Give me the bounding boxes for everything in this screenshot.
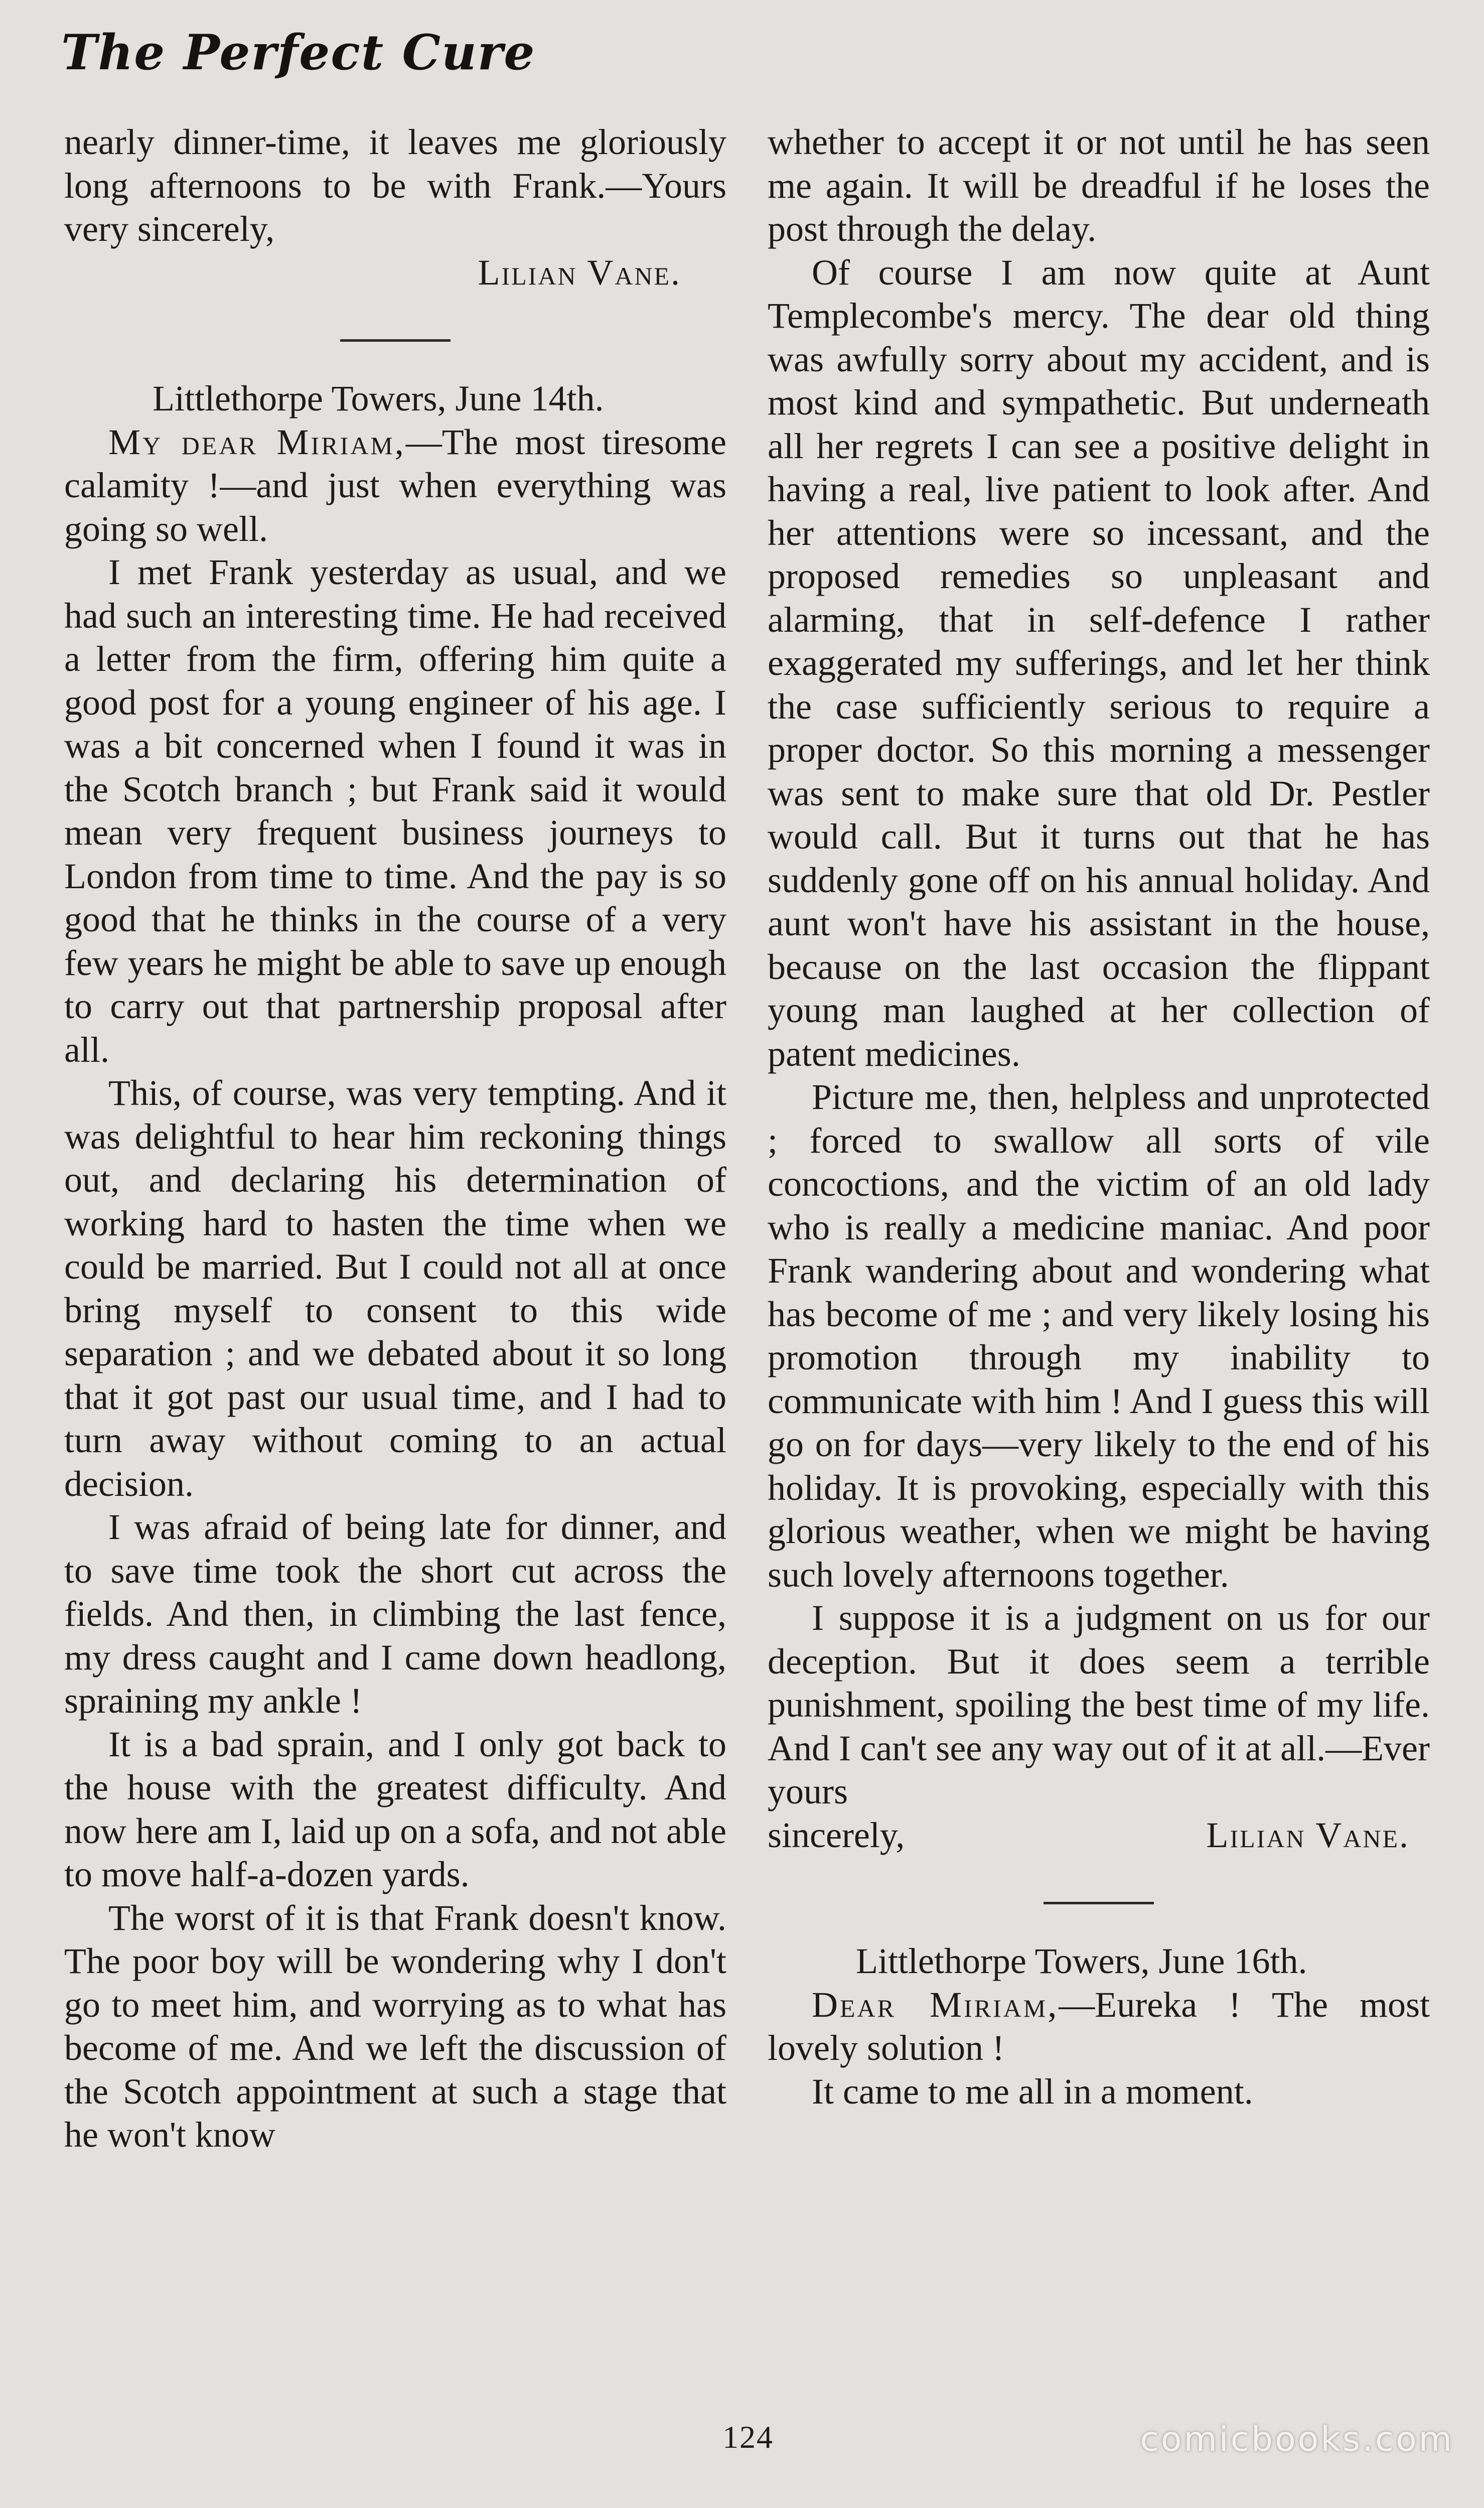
paragraph: It came to me all in a moment. — [812, 2071, 1253, 2112]
page-number: 124 — [722, 2419, 774, 2455]
signature: Lilian Vane. — [478, 252, 681, 293]
salutation-text: —The most tiresome calamity !—and just when everything was going so well. — [64, 422, 726, 549]
paragraph: It is a bad sprain, and I only got back to the house with the greatest difficulty. And now here am I, laid up on a sofa, and not able to move half-a-dozen yards. — [64, 1724, 726, 1894]
paragraph: I met Frank yesterday as usual, and we had such an interesting time. He had received a letter from the firm, offering him quite a good post for a young engineer of his age. I was a bit concerned when I found it was in the Scotch branch ; but Frank said it would mean very frequent business journeys to London from time to time. And the pay is so good that he thinks in the course of a very few years he might be able to save up enough to carry out that partnership proposal after all. — [64, 552, 726, 1070]
paragraph: The worst of it is that Frank doesn't know. The poor boy will be wondering why I don't go to meet him, and worrying as to what has become of me. And we left the discussion of the Scotch appointment at such a stage that he won't know — [64, 1897, 726, 2155]
left-column — [64, 120, 726, 2157]
closing-word: sincerely, — [768, 1815, 905, 1855]
paragraph: Of course I am now quite at Aunt Templecombe's mercy. The dear old thing was awfully sorry about my accident, and is most kind and sympathetic. But underneath all her regrets I can see a positive delight in having a real, live patient to look after. And her attentions were so incessant, and the proposed remedies so unpleasant and alarming, that in self-defence I rather exaggerated my sufferings, and let her think the case sufficiently serious to require a proper doctor. So this morning a messenger was sent to make sure that old Dr. Pestler would call. But it turns out that he has suddenly gone off on his annual holiday. And aunt won't have his assistant in the house, because on the last occasion the flippant young man laughed at her collection of patent medicines. — [768, 252, 1430, 1074]
paragraph: Picture me, then, helpless and unprotected ; forced to swallow all sorts of vile concoctions, and the victim of an old lady who is really a medicine maniac. And poor Frank wandering about and wondering what has become of me ; and very likely losing his promotion through my inability to communicate with him ! And I guess this will go on for days—very likely to the end of his holiday. It is provoking, especially with this glorious weather, when we might be having such lovely afternoons together. — [768, 1077, 1430, 1595]
paragraph: I was afraid of being late for dinner, and to save time took the short cut across the fields. And then, in climbing the last fence, my dress caught and I came down headlong, spraining my ankle ! — [64, 1507, 726, 1721]
salutation — [64, 421, 726, 551]
paragraph: This, of course, was very tempting. And it was delightful to hear him reckoning things out, and declaring his determination of working hard to hasten the time when we could be married. But I could not all at once bring myself to consent to this wide separation ; and we debated about it so long that it got past our usual time, and I had to turn away without coming to an actual decision. — [64, 1073, 726, 1504]
dateline: Littlethorpe Towers, June 14th. — [153, 378, 604, 419]
salutation-name: My dear Miriam, — [108, 422, 406, 462]
dateline: Littlethorpe Towers, June 16th. — [856, 1941, 1307, 1981]
paragraph: I suppose it is a judgment on us for our deception. But it does seem a terrible punishment, spoiling the best time of my life. And I can't see any way out of it at all.—Ever yours — [768, 1598, 1430, 1812]
section-divider — [340, 339, 451, 342]
paragraph: nearly dinner-time, it leaves me gloriously long afternoons to be with Frank.—Yours very sincerely, — [64, 122, 726, 249]
page-title: The Perfect Cure — [61, 24, 536, 81]
salutation — [768, 1983, 1430, 2070]
paragraph: whether to accept it or not until he has seen me again. It will be dreadful if he loses the post through the delay. — [768, 122, 1430, 249]
section-divider — [1044, 1902, 1154, 1904]
salutation-name: Dear Miriam, — [812, 1984, 1059, 2025]
closing-line — [768, 1814, 1430, 1857]
watermark: comicbooks.com — [1140, 2420, 1454, 2459]
signature: Lilian Vane. — [1206, 1815, 1410, 1855]
right-column — [768, 120, 1430, 2113]
salutation-text: —Eureka ! The most lovely solution ! — [768, 1984, 1430, 2068]
